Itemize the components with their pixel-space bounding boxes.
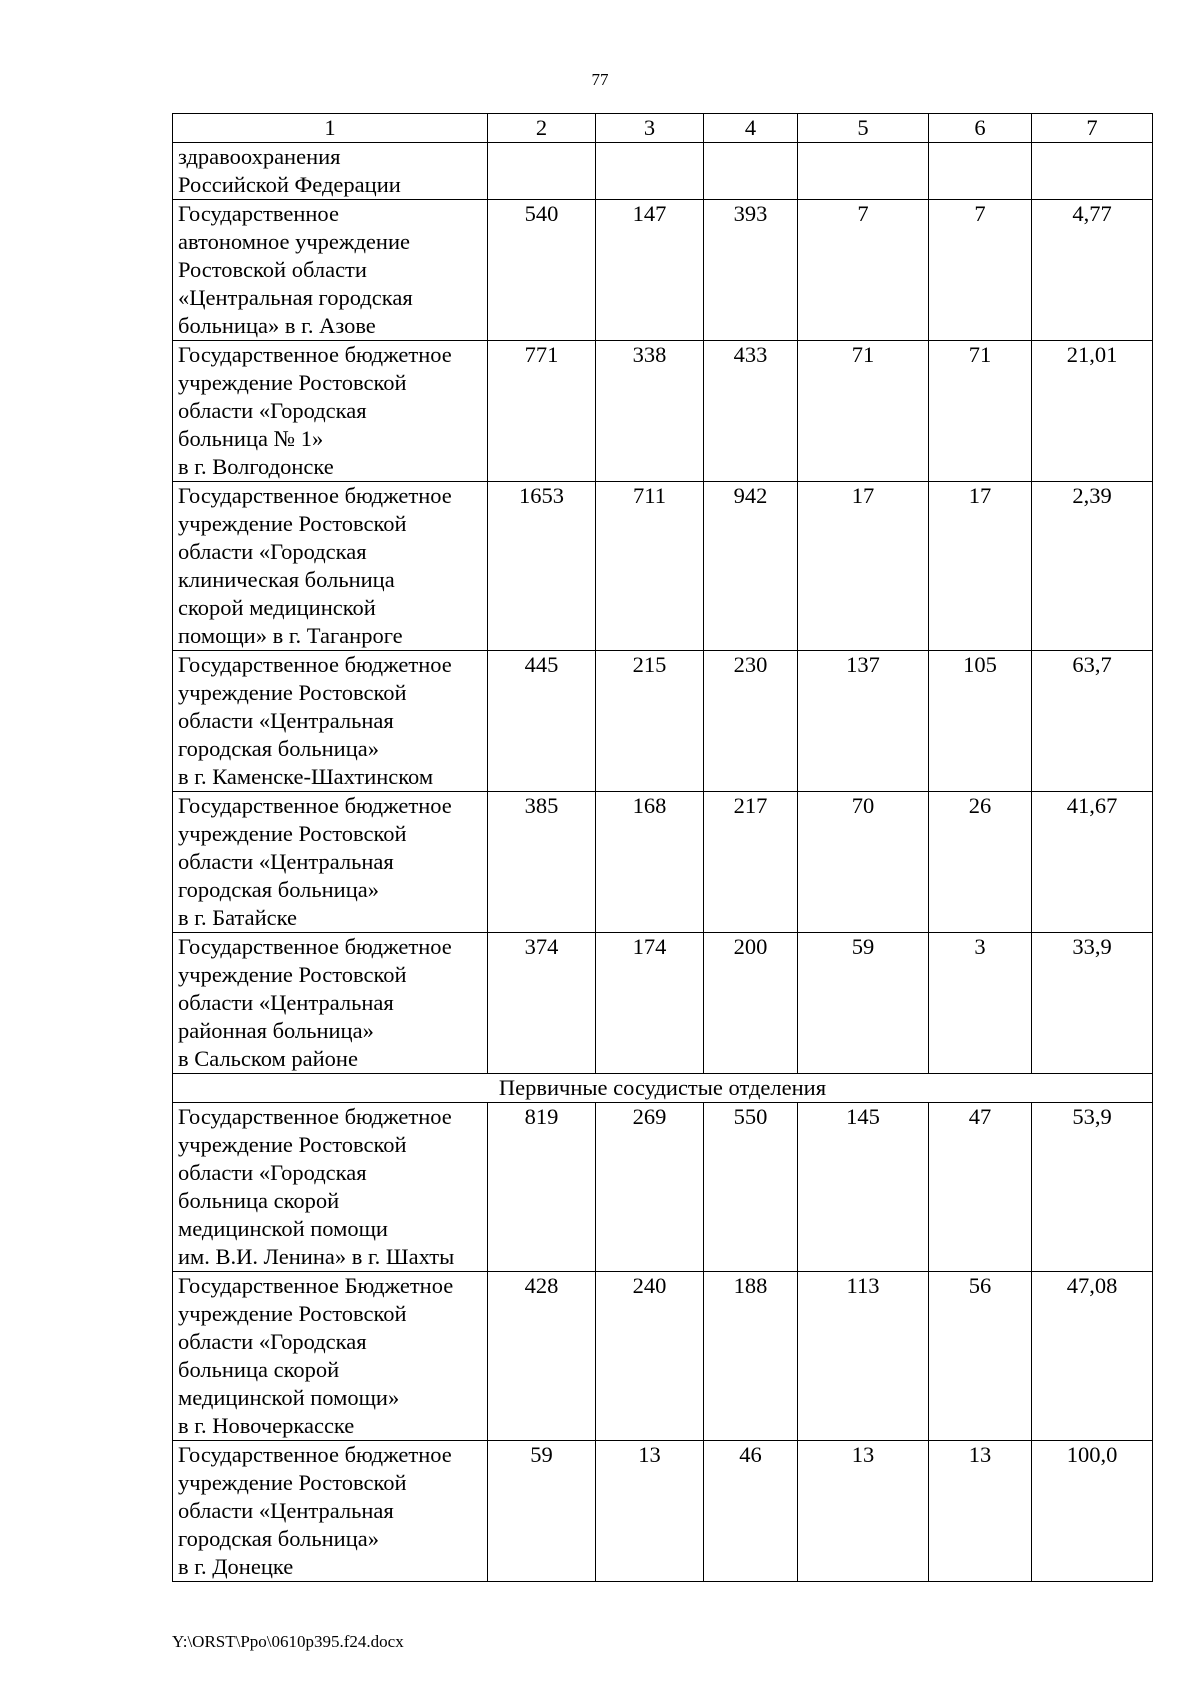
- value-cell-col-6: 17: [929, 482, 1032, 651]
- value-cell-col-3: 174: [596, 933, 704, 1074]
- institution-name-line: медицинской помощи: [178, 1216, 388, 1241]
- table-body: [173, 114, 1153, 1582]
- value-cell-col-6: 13: [929, 1441, 1032, 1582]
- institution-name-line: здравоохранения: [178, 144, 341, 169]
- institution-name-line: медицинской помощи»: [178, 1385, 400, 1410]
- value-cell-col-5: [798, 143, 929, 200]
- institution-name-line: больница» в г. Азове: [178, 313, 376, 338]
- value-cell-col-4: 230: [704, 651, 798, 792]
- institution-name-line: районная больница»: [178, 1018, 374, 1043]
- institution-name-line: в Сальском районе: [178, 1046, 358, 1071]
- institution-name-line: в г. Каменске-Шахтинском: [178, 764, 434, 789]
- institution-name-line: Государственное бюджетное: [178, 934, 452, 959]
- institution-name-cell: [173, 1103, 488, 1272]
- value-cell-col-6: 7: [929, 200, 1032, 341]
- column-header: 6: [929, 114, 1032, 143]
- institution-name-line: городская больница»: [178, 877, 380, 902]
- value-cell-col-2: 819: [488, 1103, 596, 1272]
- value-cell-col-3: 338: [596, 341, 704, 482]
- table-row: [173, 1272, 1153, 1441]
- institution-name-line: Государственное: [178, 201, 339, 226]
- value-cell-col-4: 217: [704, 792, 798, 933]
- section-title: Первичные сосудистые отделения: [173, 1074, 1153, 1103]
- value-cell-col-2: 540: [488, 200, 596, 341]
- institution-name-line: учреждение Ростовской: [178, 1301, 407, 1326]
- value-cell-col-6: 3: [929, 933, 1032, 1074]
- institution-name-line: Государственное бюджетное: [178, 652, 452, 677]
- column-header: 5: [798, 114, 929, 143]
- institution-name-line: «Центральная городская: [178, 285, 413, 310]
- institution-name-line: городская больница»: [178, 1526, 380, 1551]
- institution-name-line: Государственное бюджетное: [178, 342, 452, 367]
- data-table: [172, 113, 1153, 1582]
- value-cell-col-2: 1653: [488, 482, 596, 651]
- table-row: [173, 933, 1153, 1074]
- value-cell-col-7: 2,39: [1032, 482, 1153, 651]
- value-cell-col-3: 147: [596, 200, 704, 341]
- value-cell-col-3: 240: [596, 1272, 704, 1441]
- value-cell-col-7: 41,67: [1032, 792, 1153, 933]
- institution-name-line: скорой медицинской: [178, 595, 376, 620]
- institution-name-line: больница скорой: [178, 1357, 340, 1382]
- value-cell-col-6: 105: [929, 651, 1032, 792]
- institution-name-line: учреждение Ростовской: [178, 1470, 407, 1495]
- institution-name-line: в г. Батайске: [178, 905, 297, 930]
- table-row: [173, 1441, 1153, 1582]
- institution-name-line: области «Центральная: [178, 849, 394, 874]
- value-cell-col-6: [929, 143, 1032, 200]
- value-cell-col-2: 771: [488, 341, 596, 482]
- institution-name-line: учреждение Ростовской: [178, 511, 407, 536]
- table-row: [173, 200, 1153, 341]
- institution-name-line: области «Центральная: [178, 990, 394, 1015]
- value-cell-col-3: 168: [596, 792, 704, 933]
- value-cell-col-7: 4,77: [1032, 200, 1153, 341]
- table-row: [173, 482, 1153, 651]
- value-cell-col-4: 46: [704, 1441, 798, 1582]
- institution-name-line: учреждение Ростовской: [178, 962, 407, 987]
- institution-name-line: учреждение Ростовской: [178, 370, 407, 395]
- value-cell-col-7: 47,08: [1032, 1272, 1153, 1441]
- value-cell-col-4: 393: [704, 200, 798, 341]
- value-cell-col-5: 137: [798, 651, 929, 792]
- value-cell-col-4: 188: [704, 1272, 798, 1441]
- value-cell-col-6: 47: [929, 1103, 1032, 1272]
- section-header-row: [173, 1074, 1153, 1103]
- value-cell-col-4: 550: [704, 1103, 798, 1272]
- institution-name-line: области «Городская: [178, 1329, 367, 1354]
- institution-name-line: области «Городская: [178, 1160, 367, 1185]
- table-row: [173, 792, 1153, 933]
- table-row: [173, 341, 1153, 482]
- institution-name-line: области «Центральная: [178, 708, 394, 733]
- table-row: [173, 1103, 1153, 1272]
- institution-name-cell: [173, 792, 488, 933]
- value-cell-col-5: 113: [798, 1272, 929, 1441]
- column-header: 4: [704, 114, 798, 143]
- value-cell-col-2: 445: [488, 651, 596, 792]
- value-cell-col-5: 7: [798, 200, 929, 341]
- value-cell-col-5: 13: [798, 1441, 929, 1582]
- value-cell-col-5: 145: [798, 1103, 929, 1272]
- institution-name-line: городская больница»: [178, 736, 380, 761]
- institution-name-line: области «Городская: [178, 398, 367, 423]
- institution-name-line: Государственное бюджетное: [178, 1442, 452, 1467]
- value-cell-col-3: 215: [596, 651, 704, 792]
- table-header-row: [173, 114, 1153, 143]
- institution-name-line: в г. Донецке: [178, 1554, 294, 1579]
- value-cell-col-4: 942: [704, 482, 798, 651]
- value-cell-col-5: 71: [798, 341, 929, 482]
- institution-name-cell: [173, 143, 488, 200]
- value-cell-col-2: [488, 143, 596, 200]
- value-cell-col-3: 711: [596, 482, 704, 651]
- value-cell-col-7: 63,7: [1032, 651, 1153, 792]
- institution-name-cell: [173, 341, 488, 482]
- value-cell-col-7: 33,9: [1032, 933, 1153, 1074]
- institution-name-cell: [173, 482, 488, 651]
- page-number: 77: [591, 70, 609, 89]
- table-row: [173, 651, 1153, 792]
- institution-name-line: Государственное Бюджетное: [178, 1273, 454, 1298]
- institution-name-line: больница № 1»: [178, 426, 324, 451]
- institution-name-line: учреждение Ростовской: [178, 680, 407, 705]
- institution-name-line: в г. Волгодонске: [178, 454, 334, 479]
- institution-name-cell: [173, 933, 488, 1074]
- value-cell-col-6: 56: [929, 1272, 1032, 1441]
- table-row: [173, 143, 1153, 200]
- value-cell-col-4: 200: [704, 933, 798, 1074]
- value-cell-col-6: 71: [929, 341, 1032, 482]
- institution-name-line: области «Городская: [178, 539, 367, 564]
- value-cell-col-7: 21,01: [1032, 341, 1153, 482]
- column-header: 1: [173, 114, 488, 143]
- value-cell-col-4: [704, 143, 798, 200]
- value-cell-col-5: 59: [798, 933, 929, 1074]
- institution-name-line: Государственное бюджетное: [178, 1104, 452, 1129]
- institution-name-line: помощи» в г. Таганроге: [178, 623, 403, 648]
- institution-name-line: клиническая больница: [178, 567, 395, 592]
- institution-name-line: учреждение Ростовской: [178, 1132, 407, 1157]
- value-cell-col-7: 53,9: [1032, 1103, 1153, 1272]
- institution-name-line: больница скорой: [178, 1188, 340, 1213]
- value-cell-col-2: 59: [488, 1441, 596, 1582]
- institution-name-cell: [173, 1441, 488, 1582]
- institution-name-line: Российской Федерации: [178, 172, 401, 197]
- column-header: 2: [488, 114, 596, 143]
- value-cell-col-7: 100,0: [1032, 1441, 1153, 1582]
- value-cell-col-2: 428: [488, 1272, 596, 1441]
- institution-name-line: в г. Новочеркасске: [178, 1413, 355, 1438]
- institution-name-line: учреждение Ростовской: [178, 821, 407, 846]
- institution-name-line: Государственное бюджетное: [178, 793, 452, 818]
- value-cell-col-3: [596, 143, 704, 200]
- value-cell-col-3: 269: [596, 1103, 704, 1272]
- institution-name-line: им. В.И. Ленина» в г. Шахты: [178, 1244, 455, 1269]
- institution-name-line: области «Центральная: [178, 1498, 394, 1523]
- column-header: 7: [1032, 114, 1153, 143]
- institution-name-cell: [173, 1272, 488, 1441]
- value-cell-col-2: 385: [488, 792, 596, 933]
- value-cell-col-5: 70: [798, 792, 929, 933]
- value-cell-col-3: 13: [596, 1441, 704, 1582]
- institution-name-cell: [173, 651, 488, 792]
- institution-name-cell: [173, 200, 488, 341]
- value-cell-col-7: [1032, 143, 1153, 200]
- footer-file-path: Y:\ORST\Ppo\0610p395.f24.docx: [172, 1632, 404, 1651]
- value-cell-col-5: 17: [798, 482, 929, 651]
- value-cell-col-4: 433: [704, 341, 798, 482]
- institution-name-line: автономное учреждение: [178, 229, 410, 254]
- institution-name-line: Государственное бюджетное: [178, 483, 452, 508]
- value-cell-col-2: 374: [488, 933, 596, 1074]
- value-cell-col-6: 26: [929, 792, 1032, 933]
- institution-name-line: Ростовской области: [178, 257, 367, 282]
- column-header: 3: [596, 114, 704, 143]
